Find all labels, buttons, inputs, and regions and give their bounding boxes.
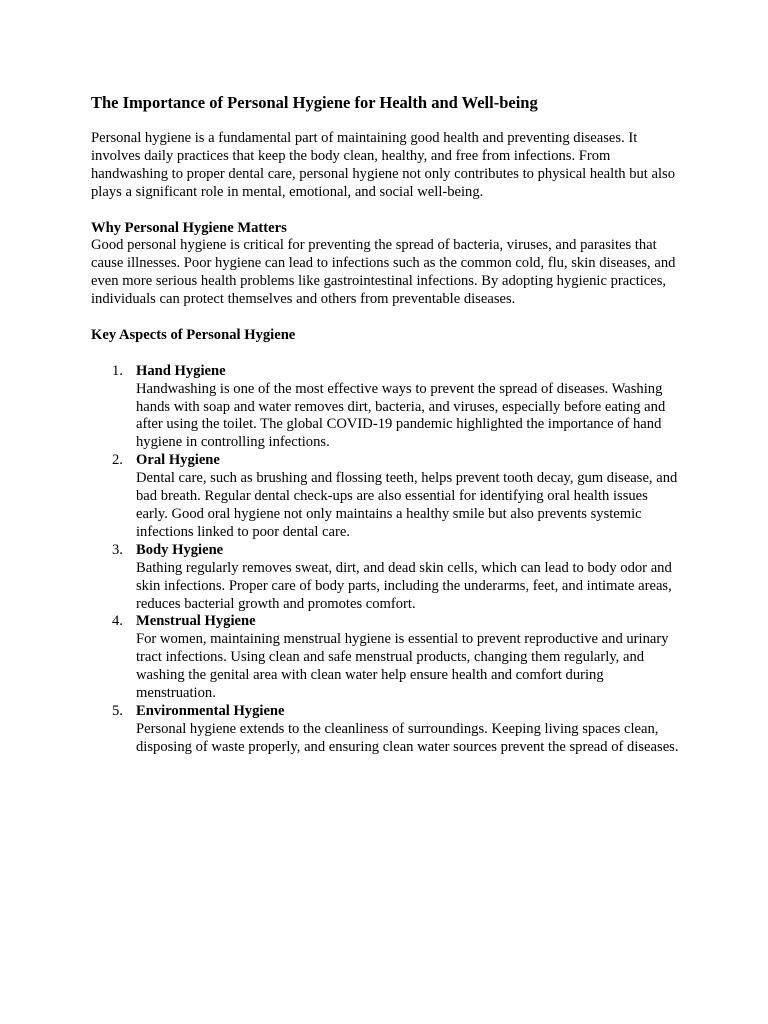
aspect-title: Oral Hygiene <box>136 452 220 469</box>
document-title: The Importance of Personal Hygiene for Health and Well-being <box>91 93 538 112</box>
aspect-title: Environmental Hygiene <box>136 702 285 719</box>
aspect-text: For women, maintaining menstrual hygiene is essential to prevent reproductive and urinary tract infections. Using clean and safe menstrual products, changing them regularly, and washing the genital area with clean water help ensure health and comfort during menstruation. <box>136 631 669 702</box>
aspect-item-hand-hygiene <box>91 363 681 453</box>
aspect-number: 4. <box>112 613 123 630</box>
aspect-title: Menstrual Hygiene <box>136 613 256 630</box>
aspect-text: Bathing regularly removes sweat, dirt, and dead skin cells, which can lead to body odor and skin infections. Proper care of body parts, including the underarms, feet, and intimate areas, reduces bacterial growth and promotes comfort. <box>136 559 672 612</box>
intro-paragraph: Personal hygiene is a fundamental part of maintaining good health and preventing diseases. It involves daily practices that keep the body clean, healthy, and free from infections. From handwashing to proper dental care, personal hygiene not only contributes to physical health but also plays a significant role in mental, emotional, and social well-being. <box>91 130 675 200</box>
document-body <box>91 93 681 757</box>
aspect-item-body-hygiene <box>91 542 681 614</box>
aspect-text: Personal hygiene extends to the cleanliness of surroundings. Keeping living spaces clean, disposing of waste properly, and ensuring clean water sources prevent the spread of diseases. <box>136 720 679 755</box>
aspect-text: Dental care, such as brushing and flossing teeth, helps prevent tooth decay, gum disease, and bad breath. Regular dental check-ups are also essential for identifying oral health issues early. Good oral hygiene not only maintains a healthy smile but also prevents systemic infections linked to poor dental care. <box>136 470 678 540</box>
aspect-text: Handwashing is one of the most effective ways to prevent the spread of diseases. Washing hands with soap and water removes dirt, bacteria, and viruses, especially before eating and after using the toilet. The global COVID-19 pandemic highlighted the importance of hand hygiene in controlling infections. <box>136 380 666 451</box>
aspect-number: 3. <box>112 541 123 558</box>
key-aspects-heading: Key Aspects of Personal Hygiene <box>91 326 296 343</box>
aspect-item-menstrual-hygiene <box>91 613 681 703</box>
why-section-heading: Why Personal Hygiene Matters <box>91 219 287 236</box>
aspect-title: Body Hygiene <box>136 541 224 558</box>
why-section-paragraph: Good personal hygiene is critical for preventing the spread of bacteria, viruses, and parasites that cause illnesses. Poor hygiene can lead to infections such as the common cold, flu, skin diseases, and even more serious health problems like gastrointestinal infections. By adopting hygienic practices, individuals can protect themselves and others from preventable diseases. <box>91 237 676 308</box>
key-aspects-list <box>91 363 681 757</box>
aspect-number: 5. <box>112 702 123 719</box>
aspect-number: 1. <box>112 362 123 379</box>
aspect-title: Hand Hygiene <box>136 362 226 379</box>
aspect-item-environmental-hygiene <box>91 703 681 757</box>
aspect-item-oral-hygiene <box>91 452 681 542</box>
aspect-number: 2. <box>112 452 123 469</box>
